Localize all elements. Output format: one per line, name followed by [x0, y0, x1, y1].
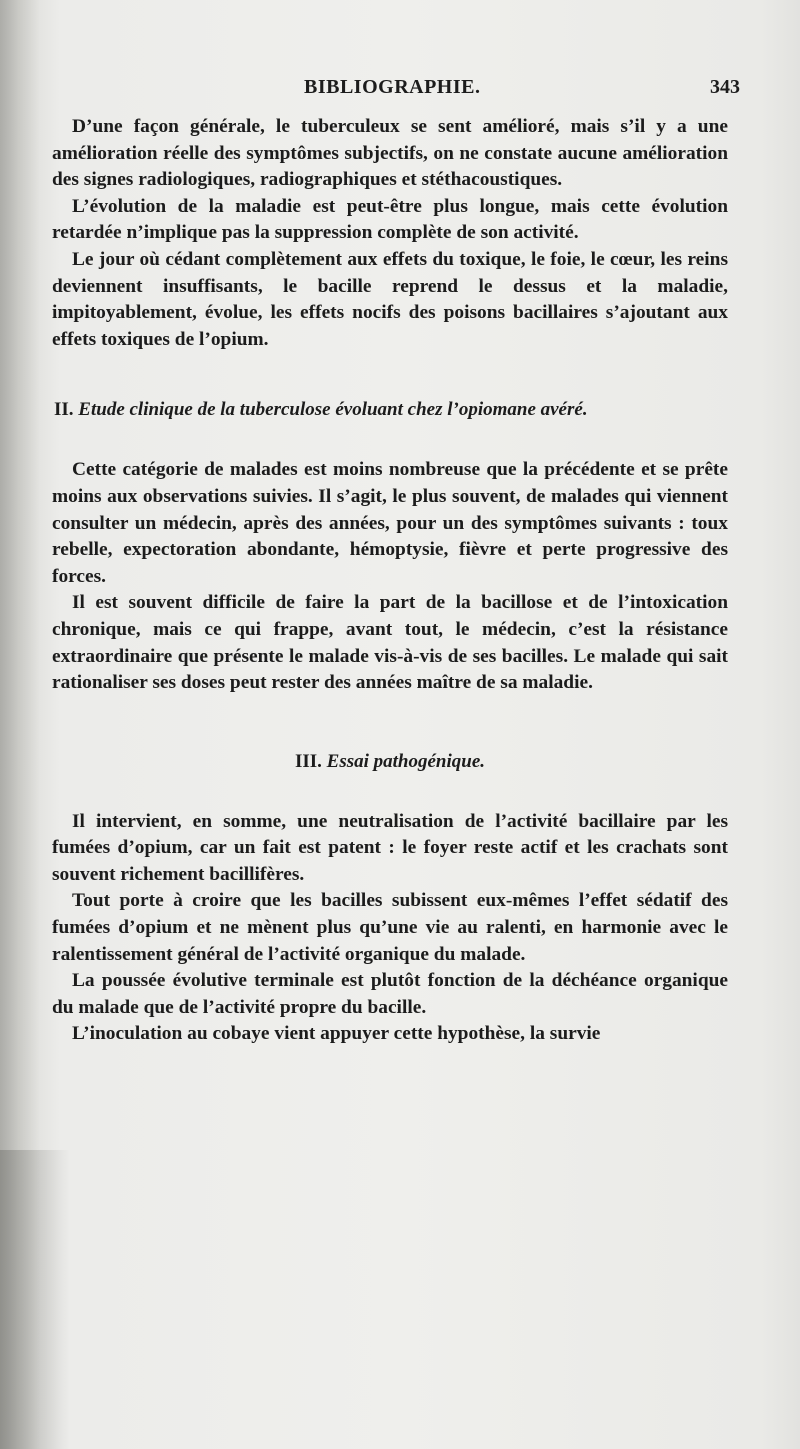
section-heading-2 [52, 399, 728, 421]
section-number: II. [54, 399, 74, 421]
page-header [52, 70, 740, 102]
paragraph: La poussée évolutive terminale est plutôt fonction de la déchéance organique du malade que de l’activité propre du bacille. [52, 970, 728, 1018]
paragraph: L’évolution de la maladie est peut-être plus longue, mais cette évolution retardée n’implique pas la suppression complète de son activité. [52, 195, 728, 244]
paragraph: Tout porte à croire que les bacilles subissent eux-mêmes l’effet sédatif des fumées d’opium et ne mènent plus qu’une vie au ralenti, en harmonie avec le ralentissement général de l’activité organique du malade. [52, 890, 728, 965]
paragraph: D’une façon générale, le tuberculeux se sent amélioré, mais s’il y a une amélioration réelle des symptômes subjectifs, on ne constate aucune amélioration des signes radiologiques, radiographiques et stéthacoustiques. [52, 116, 728, 191]
paragraph: Il est souvent difficile de faire la part de la bacillose et de l’intoxication chronique, mais ce qui frappe, avant tout, le médecin, c’est la résistance extraordinaire que présente le malade vis-à-vis de ses bacilles. Le malade qui sait rationaliser ses doses peut rester des années maître de sa maladie. [52, 592, 728, 694]
section-number: III. [294, 750, 322, 772]
paragraph: L’inoculation au cobaye vient appuyer cette hypothèse, la survie [72, 1023, 601, 1045]
section-title: Etude clinique de la tuberculose évoluant chez l’opiomane avéré. [78, 399, 588, 421]
section-title: Essai pathogénique. [326, 750, 486, 772]
running-title: BIBLIOGRAPHIE. [304, 76, 481, 98]
page-body [52, 114, 728, 1048]
page-number: 343 [710, 76, 740, 98]
section-heading-3 [52, 751, 728, 773]
paragraph: Le jour où cédant complètement aux effets du toxique, le foie, le cœur, les reins deviennent insuffisants, le bacille reprend le dessus et la maladie, impitoyablement, évolue, les effets nocifs des poisons bacillaires s’ajoutant aux effets toxiques de l’opium. [52, 248, 728, 350]
paragraph: Cette catégorie de malades est moins nombreuse que la précédente et se prête moins aux observations suivies. Il s’agit, le plus souvent, de malades qui viennent consulter un médecin, après des années, pour un des symptômes suivants : toux rebelle, expectoration abondante, hémoptysie, fièvre et perte progressive des forces. [52, 459, 728, 587]
gutter-shadow-bottom [0, 1150, 70, 1449]
paragraph: Il intervient, en somme, une neutralisation de l’activité bacillaire par les fumées d’opium, car un fait est patent : le foyer reste actif et les crachats sont souvent richement bacillifères. [52, 810, 728, 885]
